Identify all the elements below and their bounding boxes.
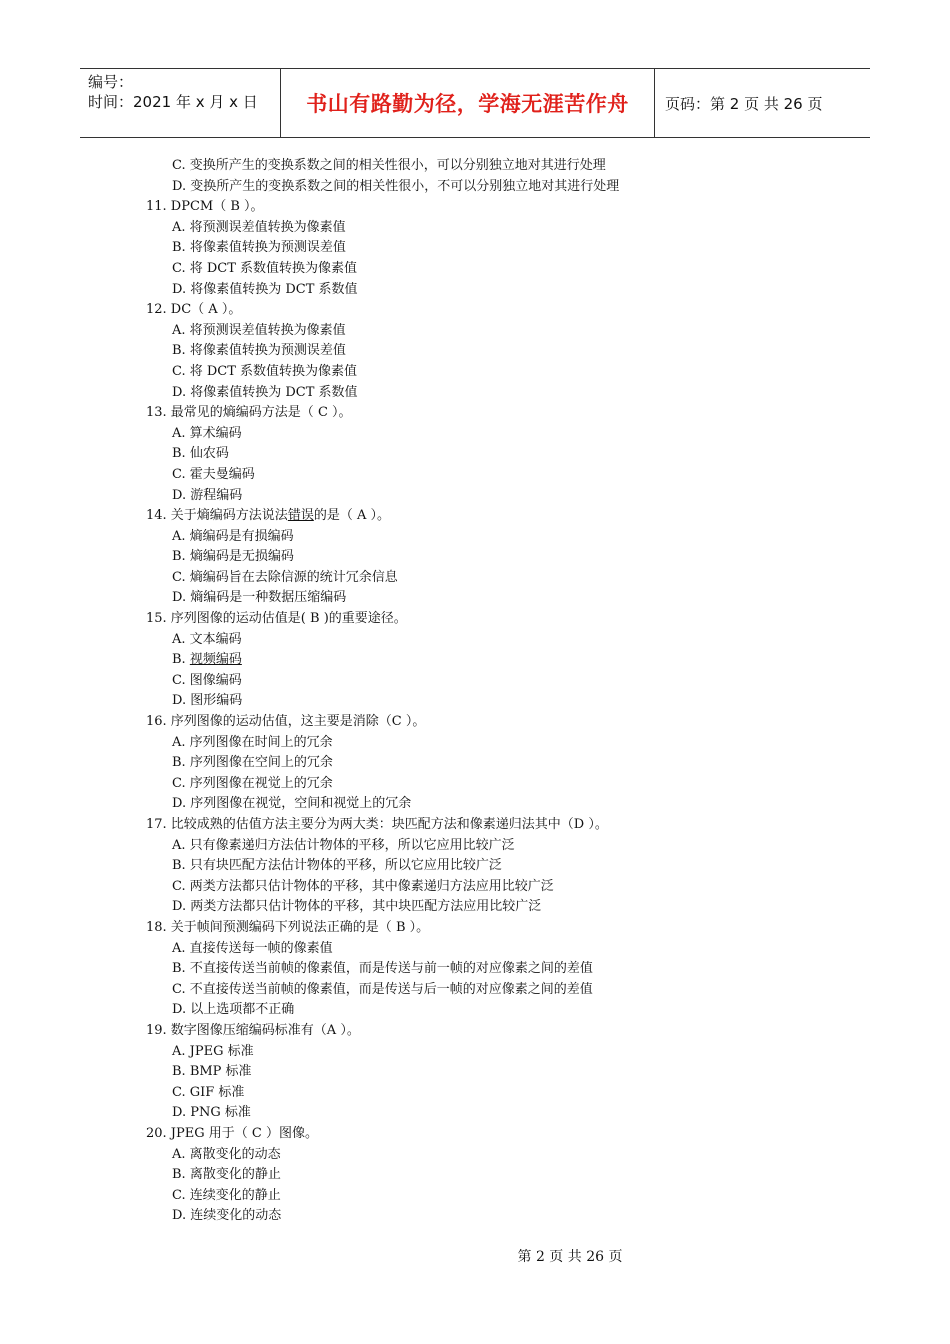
- answer-option: D. PNG 标准: [172, 1105, 251, 1121]
- question-stem: 11. DPCM（ B ）。: [146, 199, 264, 215]
- answer-option: B. 熵编码是无损编码: [172, 549, 294, 565]
- answer-option: A. JPEG 标准: [172, 1043, 254, 1059]
- text-segment: 的是（ A ）。: [313, 508, 390, 524]
- question-stem: 18. 关于帧间预测编码下列说法正确的是（ B ）。: [146, 919, 430, 935]
- question-list: [0, 156, 950, 1227]
- question-stem: 20. JPEG 用于（ C ）图像。: [146, 1125, 318, 1141]
- date-label: 时间：2021 年 x 月 x 日: [88, 93, 258, 111]
- code-label: 编号：: [88, 73, 134, 91]
- answer-option: A. 熵编码是有损编码: [172, 528, 294, 544]
- answer-option: [0, 650, 950, 671]
- answer-option: D. 连续变化的动态: [172, 1208, 282, 1224]
- answer-option: B. 不直接传送当前帧的像素值，而是传送与前一帧的对应像素之间的差值: [172, 961, 593, 977]
- answer-option: C. 不直接传送当前帧的像素值，而是传送与后一帧的对应像素之间的差值: [172, 981, 593, 997]
- text-segment: 14. 关于熵编码方法说法: [146, 508, 288, 524]
- question-stem: 13. 最常见的熵编码方法是（ C ）。: [146, 405, 352, 421]
- answer-option: C. 连续变化的静止: [172, 1187, 281, 1203]
- answer-option: D. 以上选项都不正确: [172, 1002, 295, 1018]
- answer-option: D. 两类方法都只估计物体的平移，其中块匹配方法应用比较广泛: [172, 899, 542, 915]
- footer-page-number: 第 2 页 共 26 页: [517, 1249, 623, 1265]
- answer-option: A. 序列图像在时间上的冗余: [172, 734, 333, 750]
- answer-option: A. 只有像素递归方法估计物体的平移，所以它应用比较广泛: [172, 837, 515, 853]
- answer-option: C. 序列图像在视觉上的冗余: [172, 775, 333, 791]
- header-page-label: 页码：第 2 页 共 26 页: [665, 94, 823, 113]
- answer-option: C. 图像编码: [172, 672, 242, 688]
- answer-option: D. 图形编码: [172, 693, 243, 709]
- answer-option: B. 只有块匹配方法估计物体的平移，所以它应用比较广泛: [172, 858, 502, 874]
- answer-option: A. 直接传送每一帧的像素值: [172, 940, 333, 956]
- question-stem: 19. 数字图像压缩编码标准有（A ）。: [146, 1022, 360, 1038]
- answer-option: B. 仙农码: [172, 446, 229, 462]
- answer-option: D. 游程编码: [172, 487, 243, 503]
- header-motto: 书山有路勤为径，学海无涯苦作舟: [281, 69, 655, 137]
- answer-option: C. 将 DCT 系数值转换为像素值: [172, 260, 358, 276]
- answer-option: A. 离散变化的动态: [172, 1146, 281, 1162]
- answer-option: D. 熵编码是一种数据压缩编码: [172, 590, 347, 606]
- question-stem: 16. 序列图像的运动估值，这主要是消除（C ）。: [146, 714, 426, 730]
- answer-option: D. 变换所产生的变换系数之间的相关性很小，不可以分别独立地对其进行处理: [172, 178, 620, 194]
- question-stem: 17. 比较成熟的估值方法主要分为两大类：块匹配方法和像素递归法其中（D ）。: [146, 817, 608, 832]
- text-segment: B.: [172, 652, 190, 668]
- page-header: [80, 68, 870, 138]
- answer-option: B. BMP 标准: [172, 1064, 252, 1080]
- answer-option: A. 将预测误差值转换为像素值: [172, 322, 346, 338]
- header-meta: [80, 69, 281, 137]
- answer-option: C. GIF 标准: [172, 1084, 245, 1100]
- answer-option: C. 将 DCT 系数值转换为像素值: [172, 363, 358, 379]
- question-stem: 15. 序列图像的运动估值是( B )的重要途径。: [146, 611, 407, 627]
- answer-option: C. 熵编码旨在去除信源的统计冗余信息: [172, 569, 398, 585]
- underlined-text: 错误: [287, 508, 314, 524]
- answer-option: A. 将预测误差值转换为像素值: [172, 219, 346, 235]
- answer-option: C. 两类方法都只估计物体的平移，其中像素递归方法应用比较广泛: [172, 878, 554, 894]
- answer-option: D. 将像素值转换为 DCT 系数值: [172, 384, 358, 400]
- question-stem: 12. DC（ A ）。: [146, 302, 242, 318]
- question-stem: [0, 506, 950, 527]
- answer-option: D. 序列图像在视觉，空间和视觉上的冗余: [172, 796, 412, 812]
- answer-option: B. 序列图像在空间上的冗余: [172, 755, 333, 771]
- answer-option: D. 将像素值转换为 DCT 系数值: [172, 281, 358, 297]
- answer-option: A. 算术编码: [172, 425, 242, 441]
- answer-option: B. 离散变化的静止: [172, 1167, 281, 1183]
- answer-option: C. 霍夫曼编码: [172, 466, 255, 482]
- underlined-text: 视频编码: [189, 652, 242, 668]
- answer-option: C. 变换所产生的变换系数之间的相关性很小，可以分别独立地对其进行处理: [172, 158, 606, 173]
- page-footer: [0, 1246, 950, 1266]
- answer-option: A. 文本编码: [172, 631, 242, 647]
- answer-option: B. 将像素值转换为预测误差值: [172, 343, 346, 359]
- answer-option: B. 将像素值转换为预测误差值: [172, 240, 346, 256]
